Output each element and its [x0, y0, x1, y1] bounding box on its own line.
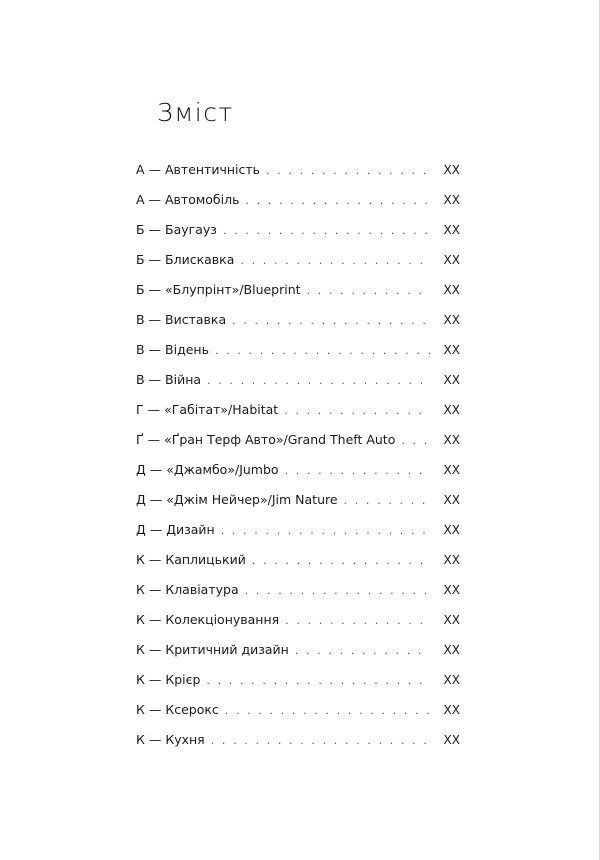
toc-entry-label: В — Відень — [136, 342, 209, 357]
table-of-contents — [136, 159, 460, 759]
toc-entry-page: XX — [443, 493, 460, 507]
toc-entry-label: А — Автомобіль — [136, 192, 240, 207]
toc-entry — [136, 159, 460, 189]
toc-entry-label: В — Війна — [136, 372, 202, 387]
toc-entry-label: К — Каплицький — [136, 552, 246, 567]
toc-dot-leader — [284, 400, 430, 422]
toc-dot-leader — [245, 190, 430, 212]
toc-entry-label: Б — Блискавка — [136, 252, 235, 267]
toc-entry — [136, 369, 460, 399]
toc-dot-leader — [252, 550, 430, 572]
toc-entry — [136, 699, 460, 729]
toc-entry-page: XX — [443, 643, 460, 657]
toc-entry-label: Д — Дизайн — [136, 522, 215, 537]
toc-dot-leader — [285, 610, 430, 632]
toc-dot-leader — [207, 370, 430, 392]
toc-entry — [136, 639, 460, 669]
toc-dot-leader — [344, 490, 430, 512]
toc-entry-page: XX — [443, 583, 460, 597]
toc-entry-page: XX — [443, 613, 460, 627]
toc-entry-label: Д — «Джім Нейчер»/Jim Nature — [136, 492, 338, 507]
toc-entry-label: В — Виставка — [136, 312, 227, 327]
toc-entry — [136, 219, 460, 249]
toc-dot-leader — [266, 160, 430, 182]
toc-entry-page: XX — [443, 463, 460, 477]
toc-entry-label: Б — Баугауз — [136, 222, 217, 237]
toc-entry-label: К — Колекціонування — [136, 612, 280, 627]
toc-entry — [136, 549, 460, 579]
toc-entry-label: К — Клавіатура — [136, 582, 239, 597]
toc-dot-leader — [223, 220, 430, 242]
toc-entry — [136, 279, 460, 309]
toc-entry-page: XX — [443, 403, 460, 417]
page-title: Зміст — [157, 98, 234, 127]
toc-dot-leader — [225, 700, 430, 722]
toc-dot-leader — [401, 430, 430, 452]
toc-entry — [136, 249, 460, 279]
toc-dot-leader — [206, 670, 430, 692]
toc-dot-leader — [295, 640, 430, 662]
toc-entry-label: А — Автентичність — [136, 162, 261, 177]
toc-entry-page: XX — [443, 313, 460, 327]
toc-dot-leader — [285, 460, 430, 482]
toc-entry-page: XX — [443, 733, 460, 747]
toc-entry — [136, 609, 460, 639]
toc-dot-leader — [221, 520, 430, 542]
toc-entry — [136, 579, 460, 609]
toc-entry-page: XX — [443, 283, 460, 297]
toc-entry-label: Д — «Джамбо»/Jumbo — [136, 462, 279, 477]
toc-dot-leader — [211, 730, 430, 752]
toc-entry-page: XX — [443, 553, 460, 567]
toc-entry — [136, 459, 460, 489]
toc-entry — [136, 489, 460, 519]
toc-entry-label: К — Крієр — [136, 672, 201, 687]
toc-entry-page: XX — [443, 373, 460, 387]
toc-entry — [136, 399, 460, 429]
toc-entry — [136, 189, 460, 219]
toc-dot-leader — [215, 340, 430, 362]
toc-dot-leader — [245, 580, 430, 602]
toc-entry-label: Г — «Габітат»/Habitat — [136, 402, 279, 417]
toc-entry — [136, 339, 460, 369]
toc-entry-page: XX — [443, 703, 460, 717]
toc-dot-leader — [240, 250, 430, 272]
toc-entry-page: XX — [443, 343, 460, 357]
toc-entry-page: XX — [443, 523, 460, 537]
toc-entry-label: К — Критичний дизайн — [136, 642, 289, 657]
toc-entry-page: XX — [443, 223, 460, 237]
toc-dot-leader — [307, 280, 430, 302]
toc-dot-leader — [232, 310, 430, 332]
toc-entry-page: XX — [443, 193, 460, 207]
toc-entry-page: XX — [443, 163, 460, 177]
toc-entry — [136, 729, 460, 759]
toc-entry-page: XX — [443, 433, 460, 447]
toc-entry-label: Ґ — «Ґран Терф Авто»/Grand Theft Auto — [136, 432, 396, 447]
toc-entry-label: К — Ксерокс — [136, 702, 219, 717]
toc-entry — [136, 429, 460, 459]
toc-entry — [136, 669, 460, 699]
toc-entry-label: К — Кухня — [136, 732, 205, 747]
toc-entry-page: XX — [443, 253, 460, 267]
toc-entry — [136, 519, 460, 549]
toc-entry-label: Б — «Блупрінт»/Blueprint — [136, 282, 301, 297]
toc-entry — [136, 309, 460, 339]
toc-entry-page: XX — [443, 673, 460, 687]
